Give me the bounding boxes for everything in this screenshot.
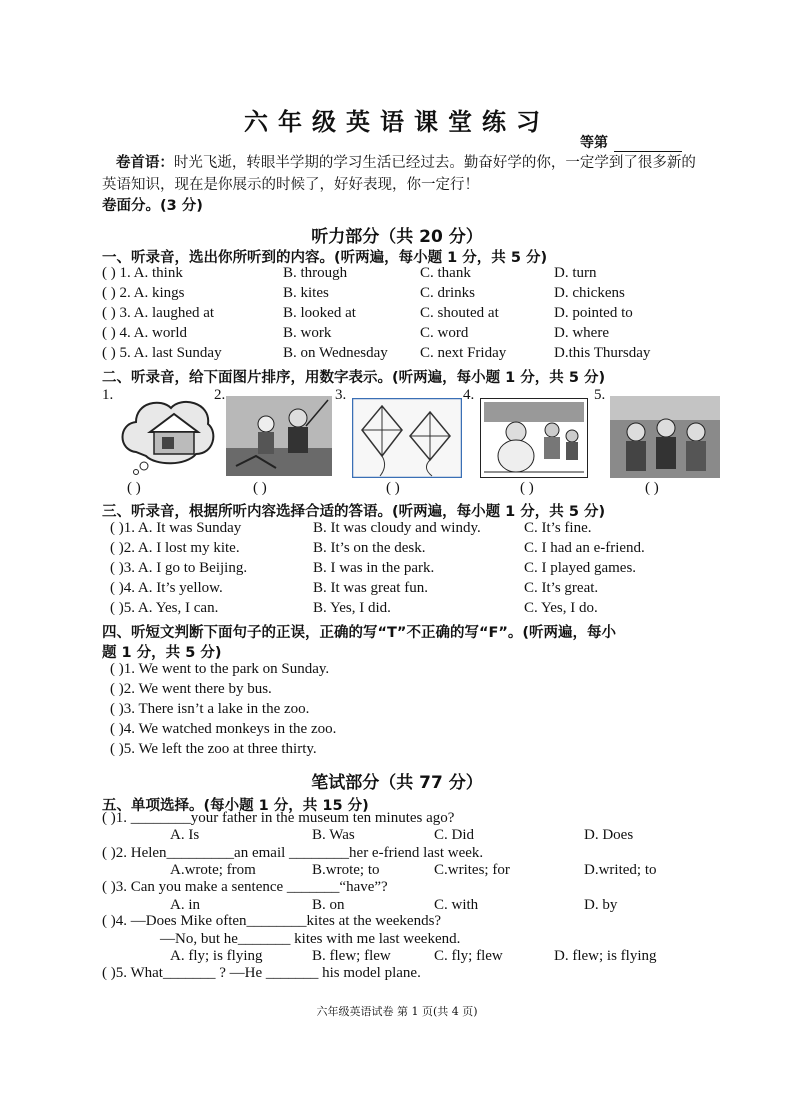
part2-heading: 二、听录音，给下面图片排序，用数字表示。(听两遍，每小题 1 分，共 5 分)	[102, 370, 606, 386]
part1-item-1-option-b: B. through	[283, 265, 348, 281]
q3-stem: ( )3. Can you make a sentence _______“have”?	[102, 879, 388, 895]
part3-item-2-option-c: C. I had an e-friend.	[524, 540, 645, 556]
part3-item-5-option-c: C. Yes, I do.	[524, 600, 598, 616]
q3-option-d: D. by	[584, 897, 618, 913]
part4-item-3[interactable]: ( )3. There isn’t a lake in the zoo.	[110, 701, 310, 717]
pic-number-4: 4.	[463, 387, 475, 403]
part3-item-2-option-a[interactable]: ( )2. A. I lost my kite.	[110, 540, 240, 556]
part3-item-5-option-b: B. Yes, I did.	[313, 600, 391, 616]
kites-image	[352, 398, 462, 478]
part3-item-4-option-c: C. It’s great.	[524, 580, 599, 596]
part3-item-1-option-b: B. It was cloudy and windy.	[313, 520, 481, 536]
part1-item-3-option-c: C. shouted at	[420, 305, 499, 321]
intro-paragraph	[102, 152, 702, 196]
pic-answer-1[interactable]: ( )	[127, 480, 141, 496]
part1-item-3-option-b: B. looked at	[283, 305, 356, 321]
part4-item-2[interactable]: ( )2. We went there by bus.	[110, 681, 272, 697]
part1-item-5-option-a[interactable]: ( ) 5. A. last Sunday	[102, 345, 222, 361]
part3-item-3-option-a[interactable]: ( )3. A. I go to Beijing.	[110, 560, 248, 576]
q1-option-c: C. Did	[434, 827, 475, 843]
q1-option-b: B. Was	[312, 827, 355, 843]
family-outing-image	[480, 398, 588, 478]
part4-heading-line1: 四、听短文判断下面句子的正误，正确的写“T”不正确的写“F”。(听两遍，每小	[102, 625, 617, 641]
q5-stem: ( )5. What_______ ? —He _______ his model plane.	[102, 965, 421, 981]
pic-answer-5[interactable]: ( )	[645, 480, 659, 496]
part3-item-1-option-a[interactable]: ( )1. A. It was Sunday	[110, 520, 242, 536]
part1-item-2-option-b: B. kites	[283, 285, 329, 301]
intro-text: 时光飞逝，转眼半学期的学习生活已经过去。勤奋好学的你，一定学到了很多新的英语知识，现在是你展示的时候了，好好表现，你一定行！	[102, 155, 696, 193]
part4-item-4[interactable]: ( )4. We watched monkeys in the zoo.	[110, 721, 337, 737]
q1-stem: ( )1. ________your father in the museum ten minutes ago?	[102, 810, 455, 826]
q4-option-d: D. flew; is flying	[554, 948, 657, 964]
pic-answer-2[interactable]: ( )	[253, 480, 267, 496]
part1-item-1-option-d: D. turn	[554, 265, 597, 281]
part1-item-4-option-b: B. work	[283, 325, 332, 341]
pic-number-1: 1.	[102, 387, 114, 403]
pic-number-3: 3.	[335, 387, 347, 403]
grade-field	[580, 132, 682, 152]
pic-answer-3[interactable]: ( )	[386, 480, 400, 496]
part1-item-5-option-d: D.this Thursday	[554, 345, 651, 361]
part1-item-3-option-a[interactable]: ( ) 3. A. laughed at	[102, 305, 215, 321]
intro-lead: 卷首语：	[115, 155, 174, 171]
part3-item-1-option-c: C. It’s fine.	[524, 520, 592, 536]
part3-item-5-option-a[interactable]: ( )5. A. Yes, I can.	[110, 600, 219, 616]
q2-option-a: A.wrote; from	[170, 862, 256, 878]
part4-item-5[interactable]: ( )5. We left the zoo at three thirty.	[110, 741, 317, 757]
q2-stem: ( )2. Helen_________an email ________her e-friend last week.	[102, 845, 484, 861]
q2-option-b: B.wrote; to	[312, 862, 380, 878]
children-group-image	[610, 396, 720, 478]
q4-option-a: A. fly; is flying	[170, 948, 263, 964]
part1-item-1-option-c: C. thank	[420, 265, 471, 281]
q1-option-a: A. Is	[170, 827, 200, 843]
part1-item-4-option-c: C. word	[420, 325, 469, 341]
part1-item-4-option-d: D. where	[554, 325, 609, 341]
part1-item-3-option-d: D. pointed to	[554, 305, 633, 321]
part1-item-1-option-a[interactable]: ( ) 1. A. think	[102, 265, 183, 281]
pic-number-5: 5.	[594, 387, 606, 403]
part3-item-4-option-b: B. It was great fun.	[313, 580, 428, 596]
writing-heading: 笔试部分（共 77 分）	[311, 773, 483, 793]
part1-item-5-option-c: C. next Friday	[420, 345, 507, 361]
q4-option-c: C. fly; flew	[434, 948, 503, 964]
q2-option-d: D.writed; to	[584, 862, 657, 878]
grade-label: 等第	[580, 135, 608, 151]
part3-item-3-option-c: C. I played games.	[524, 560, 637, 576]
q4-stem: ( )4. —Does Mike often________kites at the weekends?	[102, 913, 442, 929]
part3-item-4-option-a[interactable]: ( )4. A. It’s yellow.	[110, 580, 223, 596]
grade-blank[interactable]	[614, 137, 682, 152]
q3-option-b: B. on	[312, 897, 345, 913]
pic-number-2: 2.	[214, 387, 226, 403]
pic-answer-4[interactable]: ( )	[520, 480, 534, 496]
part3-item-3-option-b: B. I was in the park.	[313, 560, 435, 576]
part4-heading-line2: 题 1 分，共 5 分)	[102, 645, 222, 661]
page-title: 六年级英语课堂练习	[244, 108, 550, 136]
q4-option-b: B. flew; flew	[312, 948, 391, 964]
part1-heading: 一、听录音，选出你所听到的内容。(听两遍，每小题 1 分，共 5 分)	[102, 250, 548, 266]
part1-item-2-option-c: C. drinks	[420, 285, 476, 301]
q1-option-d: D. Does	[584, 827, 634, 843]
flying-kite-boys-image	[226, 396, 332, 476]
q3-option-a: A. in	[170, 897, 200, 913]
page-footer: 六年级英语试卷 第 1 页(共 4 页)	[316, 1005, 478, 1018]
part1-item-2-option-d: D. chickens	[554, 285, 625, 301]
part1-item-5-option-b: B. on Wednesday	[283, 345, 388, 361]
part1-item-4-option-a[interactable]: ( ) 4. A. world	[102, 325, 187, 341]
neatness-score: 卷面分。(3 分)	[102, 198, 203, 214]
part3-heading: 三、听录音，根据所听内容选择合适的答语。(听两遍，每小题 1 分，共 5 分)	[102, 504, 606, 520]
part5-heading: 五、单项选择。(每小题 1 分，共 15 分)	[102, 798, 369, 814]
part4-item-1[interactable]: ( )1. We went to the park on Sunday.	[110, 661, 330, 677]
q3-option-c: C. with	[434, 897, 479, 913]
house-in-cloud-image	[116, 392, 218, 476]
part1-item-2-option-a[interactable]: ( ) 2. A. kings	[102, 285, 185, 301]
q2-option-c: C.writes; for	[434, 862, 510, 878]
listening-heading: 听力部分（共 20 分）	[311, 227, 483, 247]
part3-item-2-option-b: B. It’s on the desk.	[313, 540, 426, 556]
q4-stem-reply: —No, but he_______ kites with me last weekend.	[160, 931, 461, 947]
